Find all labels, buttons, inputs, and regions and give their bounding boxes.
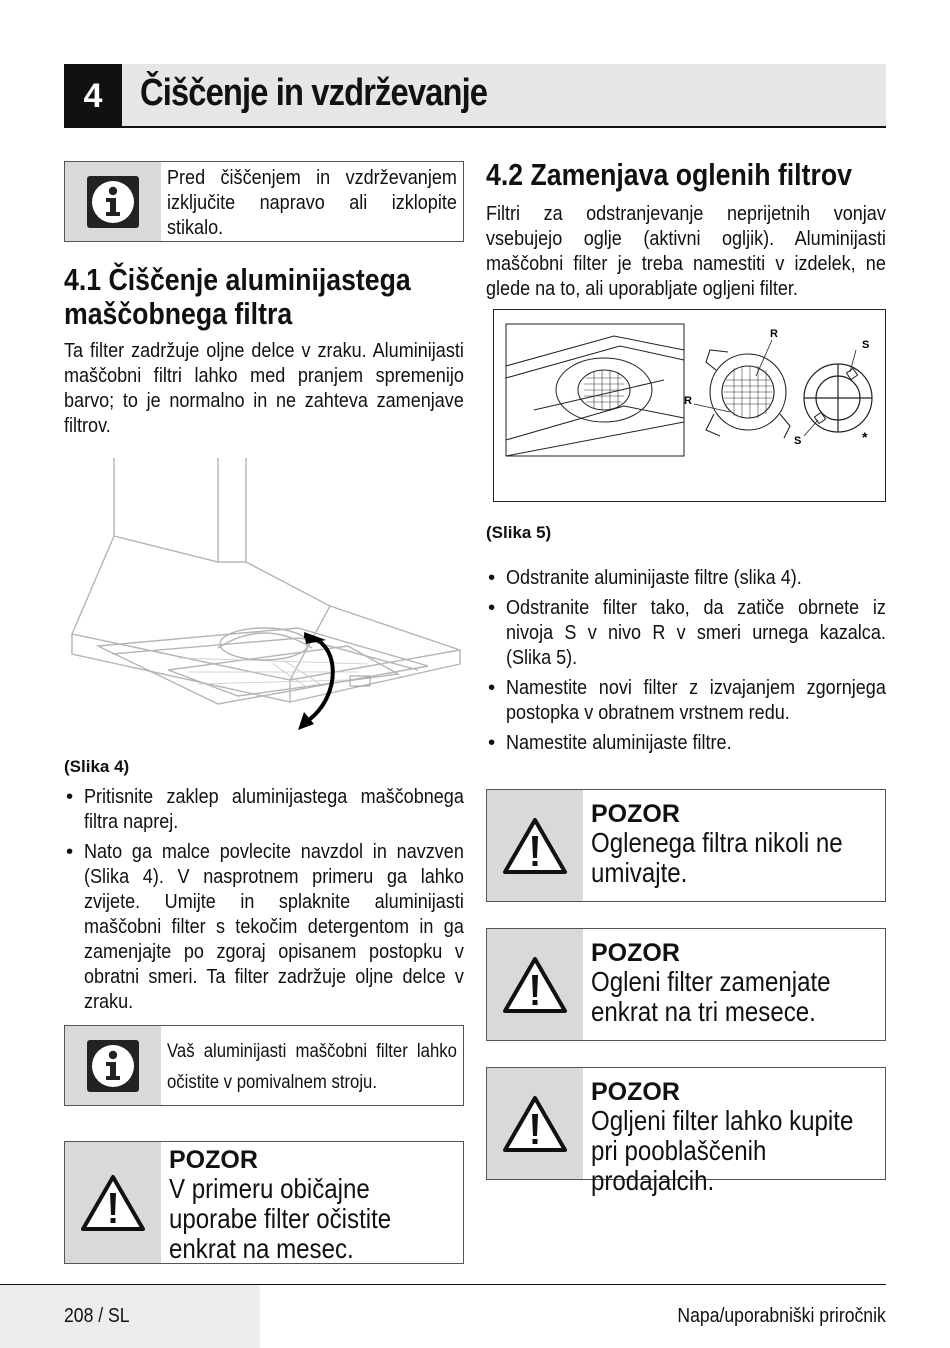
- warning-title: POZOR: [591, 1078, 680, 1106]
- warning-icon-cell: [487, 1068, 583, 1179]
- list-item: • Namestite aluminijaste filtre.: [486, 730, 886, 755]
- warning-icon: [502, 955, 568, 1015]
- list-item: • Nato ga malce povlecite navzdol in navzven (Slika 4). V nasprotnem primeru ga lahko zvijete. Umijte in splaknite aluminijasti maščobni filter s tekočim detergentom in ga zamenjajte po zgoraj opisanem postopku v obratni smeri. Ta filter zadržuje oljne delce v zraku.: [64, 839, 464, 1014]
- list-item: • Odstranite aluminijaste filtre (slika 4).: [486, 565, 886, 590]
- warning-box-never-wash: [486, 789, 886, 902]
- info-note-dishwasher: [64, 1025, 464, 1106]
- label-star: *: [862, 429, 868, 445]
- list-item: • Odstranite filter tako, da zatiče obrnete iz nivoja S v nivo R v smeri urnega kazalca. (Slika 5).: [486, 595, 886, 670]
- info-icon: [85, 1038, 141, 1094]
- warning-text: V primeru običajne uporabe filter očistite enkrat na mesec.: [169, 1173, 392, 1264]
- section-4-1-title-1: 4.1 Čiščenje aluminijastega: [64, 262, 411, 297]
- rotation-arrow: [304, 636, 333, 722]
- warning-icon-cell: [65, 1142, 161, 1263]
- warning-icon-cell: [487, 929, 583, 1040]
- page-number: 208 / SL: [64, 1305, 130, 1327]
- chapter-header: [64, 64, 886, 128]
- warning-text: Oglenega filtra nikoli ne umivajte.: [591, 827, 843, 888]
- label-s-top: S: [862, 339, 870, 351]
- info-icon-cell: [65, 1026, 161, 1105]
- chapter-number: 4: [64, 64, 122, 128]
- warning-title: POZOR: [169, 1146, 258, 1174]
- footer-divider: [0, 1284, 886, 1285]
- warning-icon: [80, 1173, 146, 1233]
- manual-title: Napa/uporabniški priročnik: [677, 1305, 886, 1327]
- warning-title: POZOR: [591, 800, 680, 828]
- figure-5-carbon-filter: [494, 310, 884, 500]
- section-4-1-paragraph: Ta filter zadržuje oljne delce v zraku. Aluminijasti maščobni filtri lahko med pranjem spremenijo barvo; to je normalno in ne zahteva zamenjave filtrov.: [64, 339, 464, 437]
- warning-box-purchase: [486, 1067, 886, 1196]
- section-4-2-paragraph: Filtri za odstranjevanje neprijetnih vonjav vsebujejo oglje (aktivni ogljik). Aluminijasti maščobni filter je treba namestiti v izdelek, ne glede na to, ali uporabljate ogljeni filter.: [486, 202, 886, 300]
- section-4-2-title: 4.2 Zamenjava oglenih filtrov: [486, 157, 852, 192]
- figure-5-frame: [493, 309, 886, 502]
- chapter-title: Čiščenje in vzdrževanje: [140, 72, 488, 114]
- footer-shade: [0, 1284, 260, 1348]
- list-item: • Pritisnite zaklep aluminijastega maščobnega filtra naprej.: [64, 784, 464, 834]
- warning-box-monthly: [64, 1141, 464, 1264]
- warning-icon: [502, 816, 568, 876]
- section-4-2-steps: [486, 565, 886, 760]
- section-4-1-title-2: maščobnega filtra: [64, 296, 293, 331]
- info-icon: [85, 174, 141, 230]
- figure-4-hood: [68, 458, 464, 754]
- label-r-top: R: [770, 328, 778, 340]
- warning-text: Ogleni filter zamenjate enkrat na tri mesece.: [591, 966, 831, 1027]
- section-4-1-steps: [64, 784, 464, 1019]
- info-note-text: Pred čiščenjem in vzdrževanjem izključite napravo ali izklopite stikalo.: [167, 166, 457, 239]
- warning-title: POZOR: [591, 939, 680, 967]
- warning-text: Ogljeni filter lahko kupite pri pooblaščenih prodajalcih.: [591, 1105, 854, 1196]
- label-r-left: R: [684, 395, 692, 407]
- info-note-text: Vaš aluminijasti maščobni filter lahko očistite v pomivalnem stroju.: [167, 1041, 457, 1093]
- warning-box-replace-interval: [486, 928, 886, 1041]
- warning-icon-cell: [487, 790, 583, 901]
- figure-5-caption: (Slika 5): [486, 523, 552, 542]
- info-icon-cell: [65, 162, 161, 241]
- figure-4-caption: (Slika 4): [64, 757, 130, 776]
- label-s-bottom: S: [794, 435, 802, 447]
- info-note-unplug: [64, 161, 464, 242]
- list-item: • Namestite novi filter z izvajanjem zgornjega postopka v obratnem vrstnem redu.: [486, 675, 886, 725]
- warning-icon: [502, 1094, 568, 1154]
